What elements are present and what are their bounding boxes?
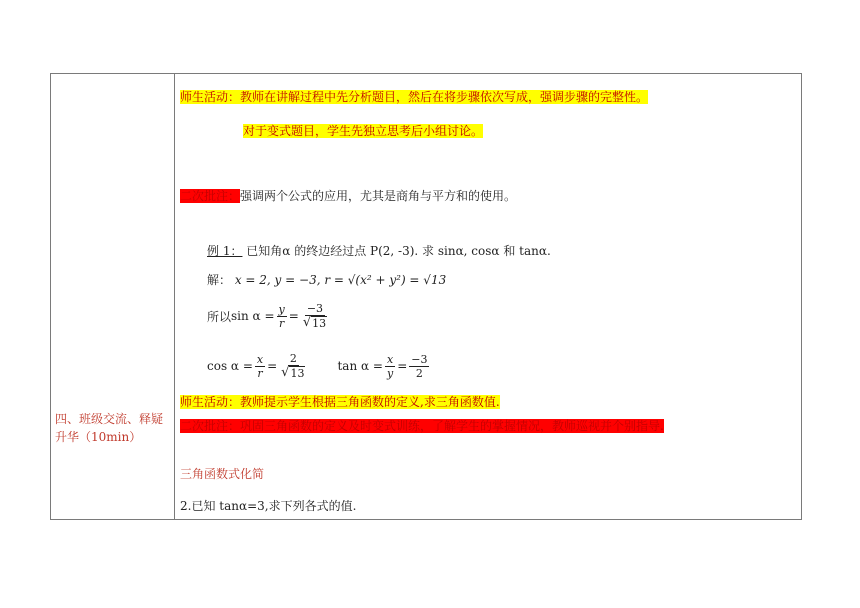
cos-tan-line: cos α = $\frac{x}{r}$ = 2 √ 13 tan α = $\frac{x}{y}$ = $\frac{-3}{2}$ [207, 352, 428, 380]
example-label: 例 1： [207, 244, 243, 258]
so-label: 所以 [207, 309, 232, 324]
comment-prefix: 二次批注： [180, 189, 241, 203]
example-statement [207, 242, 551, 259]
comment-note-2 [180, 417, 664, 434]
sin-line: 所以 sin α = $\frac{y}{r}$ = −3 √ 13 [207, 302, 331, 330]
comment-note-1 [180, 187, 516, 204]
variant-note [243, 122, 483, 139]
tan-lhs: tan α = [337, 359, 383, 373]
comment-text: 强调两个公式的应用，尤其是商角与平方和的使用。 [240, 189, 517, 203]
solution-label: 解： [207, 273, 232, 287]
cos-frac-1: $\frac{x}{r}$ [256, 352, 264, 380]
activity-text: 教师在讲解过程中先分析题目，然后在将步骤依次写成，强调步骤的完整性。 [240, 90, 649, 104]
activity-prefix-2: 师生活动： [180, 395, 241, 409]
solution-line [207, 271, 446, 288]
activity-text-2: 教师提示学生根据三角函数的定义,求三角函数值. [240, 395, 500, 409]
variant-note-text: 对于变式题目，学生先独立思考后小组讨论。 [243, 124, 484, 138]
column-divider [174, 74, 175, 519]
tan-frac-1: $\frac{x}{y}$ [386, 352, 394, 380]
comment-text-2: 巩固三角函数的定义及时变式训练，了解学生的掌握情况，教师巡视并个别指导. [240, 419, 664, 433]
lesson-table [50, 73, 802, 520]
activity-note-1 [180, 88, 648, 105]
sin-frac-2: −3 √ 13 [302, 302, 327, 330]
tan-frac-2: $\frac{-3}{2}$ [411, 352, 428, 380]
activity-note-2 [180, 393, 500, 410]
section-title: 三角函数式化简 [180, 467, 265, 481]
sin-frac-1: $\frac{y}{r}$ [278, 302, 285, 330]
cos-frac-2: 2 √ 13 [281, 352, 305, 380]
question-2: 2.已知 tanα=3,求下列各式的值. [180, 499, 357, 513]
comment-prefix-2: 二次批注： [180, 419, 241, 433]
activity-prefix: 师生活动： [180, 90, 241, 104]
example-text: 已知角α 的终边经过点 P(2, -3). 求 sinα, cosα 和 tanα. [246, 244, 551, 258]
stage-label: 四、班级交流、释疑升华（10min） [55, 412, 164, 444]
sin-lhs: sin α = [231, 309, 275, 323]
cos-lhs: cos α = [207, 359, 253, 373]
solution-expr: x = 2, y = −3, r = √(x² + y²) = √13 [234, 273, 447, 287]
